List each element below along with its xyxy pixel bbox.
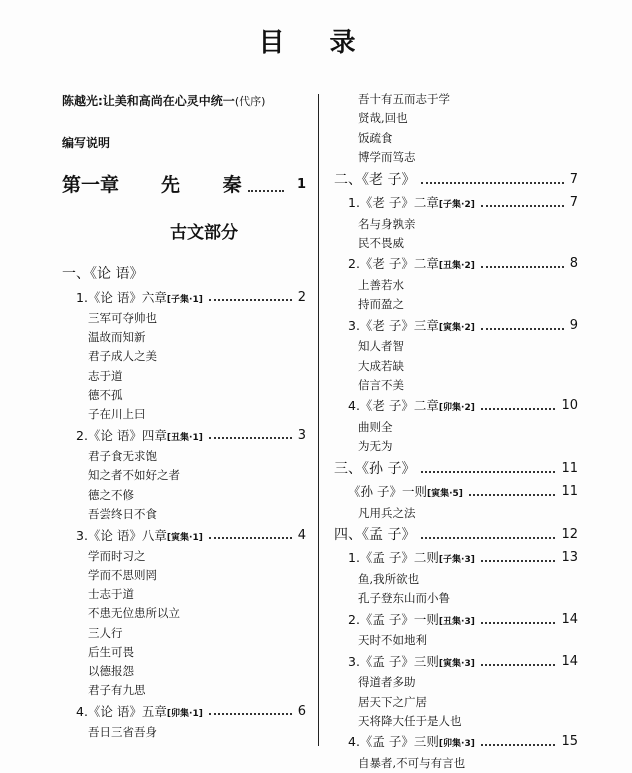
intro-entry[interactable]: 编写说明 [62,136,111,150]
entry-label [348,253,475,278]
toc-item[interactable]: 持而盈之 [358,297,404,312]
collection-tag: [寅集·3] [438,658,475,669]
section-label: 二、《老 子》 [334,171,416,188]
toc-item[interactable]: 民不畏威 [358,235,404,250]
entry-title: 2.《老 子》二章 [348,256,439,272]
toc-item[interactable]: 鱼,我所欲也 [358,571,420,586]
collection-tag: [丑集·3] [438,616,475,627]
dot-leader [481,408,556,410]
toc-item[interactable]: 君子食无求饱 [88,449,157,464]
entry-label [348,192,475,217]
toc-item[interactable]: 吾十有五而志于学 [358,92,450,106]
entry-page: 11 [561,484,578,500]
section-page: 7 [569,171,578,187]
dot-leader [421,537,555,539]
collection-tag: [丑集·1] [166,433,203,444]
toc-item[interactable]: 曲则全 [358,419,393,434]
entry-label [76,286,203,312]
lunyu-continued [334,90,578,168]
chapter-entry[interactable] [62,166,306,204]
collection-tag: [子集·3] [438,555,475,566]
entry-page: 14 [561,653,578,669]
toc-entry[interactable] [62,424,306,447]
section-mengzi[interactable] [334,523,578,548]
toc-item[interactable]: 三人行 [88,625,123,640]
entry-title: 2.《孟 子》一则 [348,611,439,627]
entry-title: 2.《论 语》四章 [76,428,167,444]
entry-label [348,651,475,676]
toc-item[interactable]: 君子成人之美 [88,349,157,364]
toc-item[interactable]: 三军可夺帅也 [88,311,157,325]
entry-page: 15 [561,734,578,750]
toc-item[interactable]: 君子有九思 [88,683,146,698]
dot-leader [481,664,556,666]
toc-entry[interactable] [62,286,306,309]
toc-item[interactable]: 知之者不如好之者 [88,468,180,483]
toc-item[interactable]: 天时不如地利 [358,633,427,648]
dot-leader [481,560,556,562]
entry-title: 1.《论 语》六章 [76,290,167,305]
preface-entry[interactable] [62,90,306,112]
lunyu-groups [62,286,306,743]
toc-item[interactable]: 为无为 [358,439,393,454]
entry-label [348,481,463,506]
toc-item[interactable]: 吾日三省吾身 [88,725,157,740]
dot-leader [469,494,556,496]
collection-tag: [寅集·5] [426,489,463,500]
toc-entry[interactable] [334,192,578,215]
toc-item[interactable]: 知人者智 [358,339,404,354]
toc-item[interactable]: 学而不思则罔 [88,568,157,583]
right-sections [334,168,578,773]
entry-label [348,731,475,756]
toc-entry[interactable] [62,524,306,547]
dot-leader [421,182,563,184]
collection-tag: [卯集·1] [166,709,203,720]
toc-item[interactable]: 贤哉,回也 [358,111,408,126]
chapter-page: 1 [296,177,306,192]
section-page: 12 [561,526,578,542]
toc-item[interactable]: 德之不修 [88,487,134,502]
page-title: 目 录 [258,28,374,58]
toc-entry[interactable] [334,253,578,276]
entry-title: 3.《老 子》三章 [348,317,439,333]
toc-item[interactable]: 以德报怨 [88,664,134,678]
toc-entry[interactable] [334,395,578,418]
dot-leader [481,744,556,746]
collection-tag: [子集·2] [438,200,475,211]
entry-page: 4 [297,527,306,543]
entry-label [348,547,475,572]
toc-item[interactable]: 居天下之广居 [358,694,427,709]
entry-title: 3.《论 语》八章 [76,527,167,543]
collection-tag: [丑集·2] [438,261,475,272]
toc-entry[interactable] [334,315,578,338]
collection-tag: [卯集·2] [438,403,475,414]
entry-page: 3 [297,428,306,444]
section-laozi[interactable] [334,168,578,193]
entry-title: 1.《孟 子》二则 [348,550,439,566]
chapter-name: 先 秦 [161,174,260,196]
toc-item[interactable]: 孔子登东山而小鲁 [358,591,450,606]
section-sunzi[interactable] [334,457,578,482]
section-lunyu[interactable]: 一、《论 语》 [62,266,144,282]
collection-tag: [寅集·1] [166,532,203,543]
entry-page: 8 [569,256,578,272]
entry-page: 7 [569,195,578,211]
toc-item[interactable]: 自暴者,不可与有言也 [358,755,466,770]
entry-label [76,524,203,550]
dot-leader [481,622,556,624]
entry-label [348,315,475,340]
toc-item[interactable]: 吾尝终日不食 [88,506,157,521]
dot-leader [481,205,564,207]
dot-leader [209,537,292,539]
toc-item[interactable]: 凡用兵之法 [358,505,416,520]
entry-page: 14 [561,611,578,627]
toc-item[interactable]: 名与身孰亲 [358,216,416,231]
entry-page: 9 [569,317,578,333]
toc-item[interactable]: 博学而笃志 [358,150,416,165]
toc-item[interactable]: 上善若水 [358,277,404,292]
toc-item[interactable]: 不患无位患所以立 [88,606,180,621]
toc-entry[interactable] [334,547,578,570]
toc-item[interactable]: 士志于道 [88,587,134,602]
entry-title: 4.《孟 子》三则 [348,734,439,750]
toc-entry[interactable] [334,731,578,754]
entry-title: 《孙 子》一则 [348,484,427,500]
entry-title: 4.《老 子》二章 [348,398,439,414]
toc-item[interactable]: 子在川上曰 [88,406,146,421]
dot-leader [481,266,564,268]
section-page: 11 [561,460,578,476]
chapter-number: 第一章 [62,174,120,196]
collection-tag: [寅集·2] [438,322,475,333]
preface-title: 陈越光:让美和高尚在心灵中统一 [62,94,235,108]
entry-title: 3.《孟 子》三则 [348,653,439,669]
entry-label [348,395,475,420]
collection-tag: [子集·1] [166,295,203,305]
section-label: 三、《孙 子》 [334,460,416,477]
toc-entry[interactable] [334,651,578,674]
toc-item[interactable]: 后生可畏 [88,644,134,659]
toc-entry[interactable] [62,700,306,723]
toc-entry[interactable] [334,481,578,504]
dot-leader [209,299,292,301]
entry-page: 10 [561,398,578,414]
toc-item[interactable]: 德不孤 [88,387,123,402]
part-heading: 古文部分 [170,223,238,243]
entry-title: 4.《论 语》五章 [76,704,167,720]
toc-item[interactable]: 得道者多助 [358,675,416,690]
toc-item[interactable]: 学而时习之 [88,548,146,563]
toc-entry[interactable] [334,609,578,632]
entry-page: 2 [297,290,306,305]
collection-tag: [卯集·3] [438,739,475,750]
entry-title: 1.《老 子》二章 [348,195,439,211]
toc-item[interactable]: 饭疏食 [358,130,393,145]
entry-page: 6 [297,704,306,720]
dot-leader [421,471,555,473]
right-column [334,90,578,773]
column-divider [318,94,319,746]
toc-item[interactable]: 温故而知新 [88,330,146,345]
toc-item[interactable]: 大成若缺 [358,358,404,373]
entry-label [76,700,203,726]
left-column [62,90,306,743]
toc-item[interactable]: 信言不美 [358,377,404,392]
entry-page: 13 [561,550,578,566]
entry-label [76,424,203,450]
dot-leader [209,713,292,715]
dot-leader [248,190,284,192]
toc-item[interactable]: 天将降大任于是人也 [358,713,462,728]
dot-leader [209,437,292,439]
section-label: 四、《孟 子》 [334,526,416,543]
entry-label [348,609,475,634]
preface-note: (代序) [234,95,266,108]
dot-leader [481,328,564,330]
toc-item[interactable]: 志于道 [88,368,123,383]
